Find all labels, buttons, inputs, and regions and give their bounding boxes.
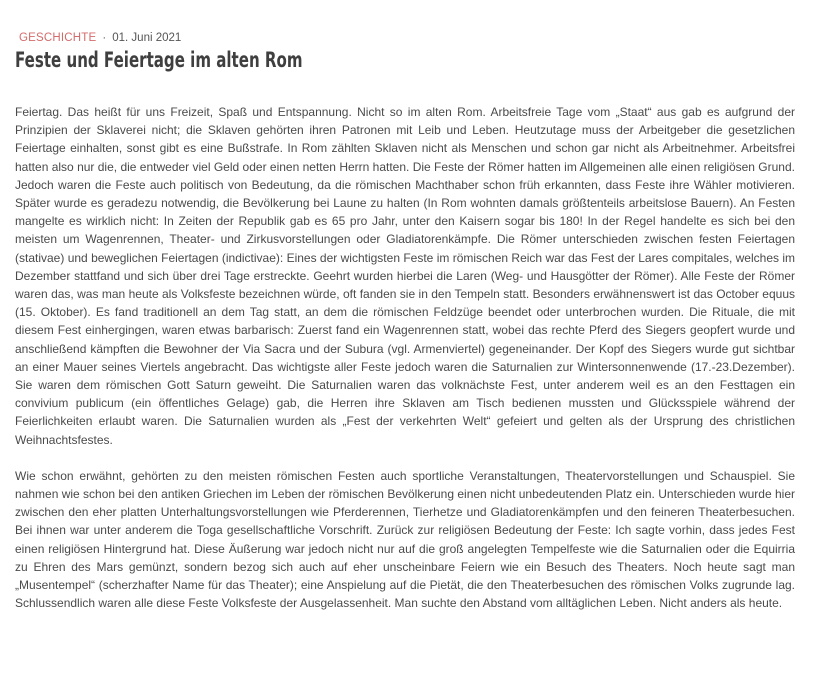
paragraph-2: Wie schon erwähnt, gehörten zu den meisten römischen Festen auch sportliche Veranstaltungen, Theatervorstellungen und Schauspiel. Sie nahmen wie schon bei den antiken Griechen im Leben der römischen Bevölkerung einen nicht unbedeutenden Platz ein. Unterschieden wurde hier zwischen den eher platten Unterhaltungsvorstellungen wie Pferderennen, Tierhetze und Gladiatorenkämpfen und den feineren Theaterbesuchen. Bei ihnen war unter anderem die Toga gesellschaftliche Vorschrift. Zurück zur religiösen Bedeutung der Feste: Ich sagte vorhin, dass jedes Fest einen religiösen Hintergrund hat. Diese Äußerung war jedoch nicht nur auf die groß angelegten Tempelfeste wie die Saturnalien oder die Equirria zu Ehren des Mars gemünzt, sondern bezog sich auch auf eher unscheinbare Feiern wie ein Besuch des Theaters. Noch heute sagt man „Musentempel“ (scherzhafter Name für das Theater); eine Anspielung auf die Pietät, die den Theaterbesuchen des römischen Volks zugrunde lag. Schlussendlich waren alle diese Feste Volksfeste der Ausgelassenheit. Man suchte den Abstand vom alltäglichen Leben. Nicht anders als heute. — [15, 468, 795, 611]
post-body — [15, 103, 795, 630]
post-date: 01. Juni 2021 — [112, 32, 182, 44]
category-link[interactable]: GESCHICHTE — [19, 32, 97, 44]
meta-separator: · — [102, 32, 107, 44]
post-title: Feste und Feiertage im alten Rom — [15, 48, 303, 73]
paragraph-1: Feiertag. Das heißt für uns Freizeit, Spaß und Entspannung. Nicht so im alten Rom. Arbeitsfreie Tage vom „Staat“ aus gab es aufgrund der Prinzipien der Sklaverei nicht; die Sklaven gehörten ihren Patronen mit Leib und Leben. Heutzutage muss der Arbeitgeber die gesetzlichen Feiertage einhalten, sonst gibt es eine Bußstrafe. In Rom zählten Sklaven nicht als Menschen und schon gar nicht als Arbeitnehmer. Arbeitsfrei hatten also nur die, die entweder viel Geld oder einen netten Herrn hatten. Die Feste der Römer hatten im Allgemeinen alle einen religiösen Grund. Jedoch waren die Feste auch politisch von Bedeutung, da die römischen Machthaber schon früh erkannten, dass Feste ihre Wähler motivieren. Später wurde es geradezu notwendig, die Bevölkerung bei Laune zu halten (In Rom wohnten damals größtenteils arbeitslose Bauern). An Festen mangelte es wirklich nicht: In Zeiten der Republik gab es 65 pro Jahr, unter den Kaisern sogar bis 180! In der Regel handelte es sich bei den meisten um Wagenrennen, Theater- und Zirkusvorstellungen oder Gladiatorenkämpfe. Die Römer unterschieden zwischen festen Feiertagen (stativae) und beweglichen Feiertagen (indictivae): Eines der wichtigsten Feste im römischen Reich war das Fest der Lares compitales, welches im Dezember stattfand und sich über drei Tage erstreckte. Geehrt wurden hierbei die Laren (Weg- und Hausgötter der Römer). Alle Feste der Römer waren das, was man heute als Volksfeste bezeichnen würde, oft fanden sie in den Tempeln statt. Besonders erwähnenswert ist das October equus (15. Oktober). Es fand traditionell an dem Tag statt, an dem die römischen Feldzüge beendet oder unterbrochen wurden. Die Rituale, die mit diesem Fest einhergingen, waren etwas barbarisch: Zuerst fand ein Wagenrennen statt, wobei das rechte Pferd des Siegers geopfert wurde und anschließend kämpften die Bewohner der Via Sacra und der Subura (vgl. Armenviertel) gegeneinander. Der Kopf des Siegers wurde gut sichtbar an einer Mauer seines Viertels angebracht. Das wichtigste aller Feste jedoch waren die Saturnalien zur Wintersonnenwende (17.-23.Dezember). Sie waren dem römischen Gott Saturn geweiht. Die Saturnalien waren das volknächste Fest, unter anderem weil es an den Festtagen ein convivium publicum (ein öffentliches Gelage) gab, die Herren ihre Sklaven am Tisch bedienen mussten und Glücksspiele während der Feierlichkeiten erlaubt waren. Die Saturnalien wurden als „Fest der verkehrten Welt“ gefeiert und gelten als der Ursprung des christlichen Weihnachtsfestes. — [15, 105, 795, 447]
post-meta — [19, 31, 181, 45]
